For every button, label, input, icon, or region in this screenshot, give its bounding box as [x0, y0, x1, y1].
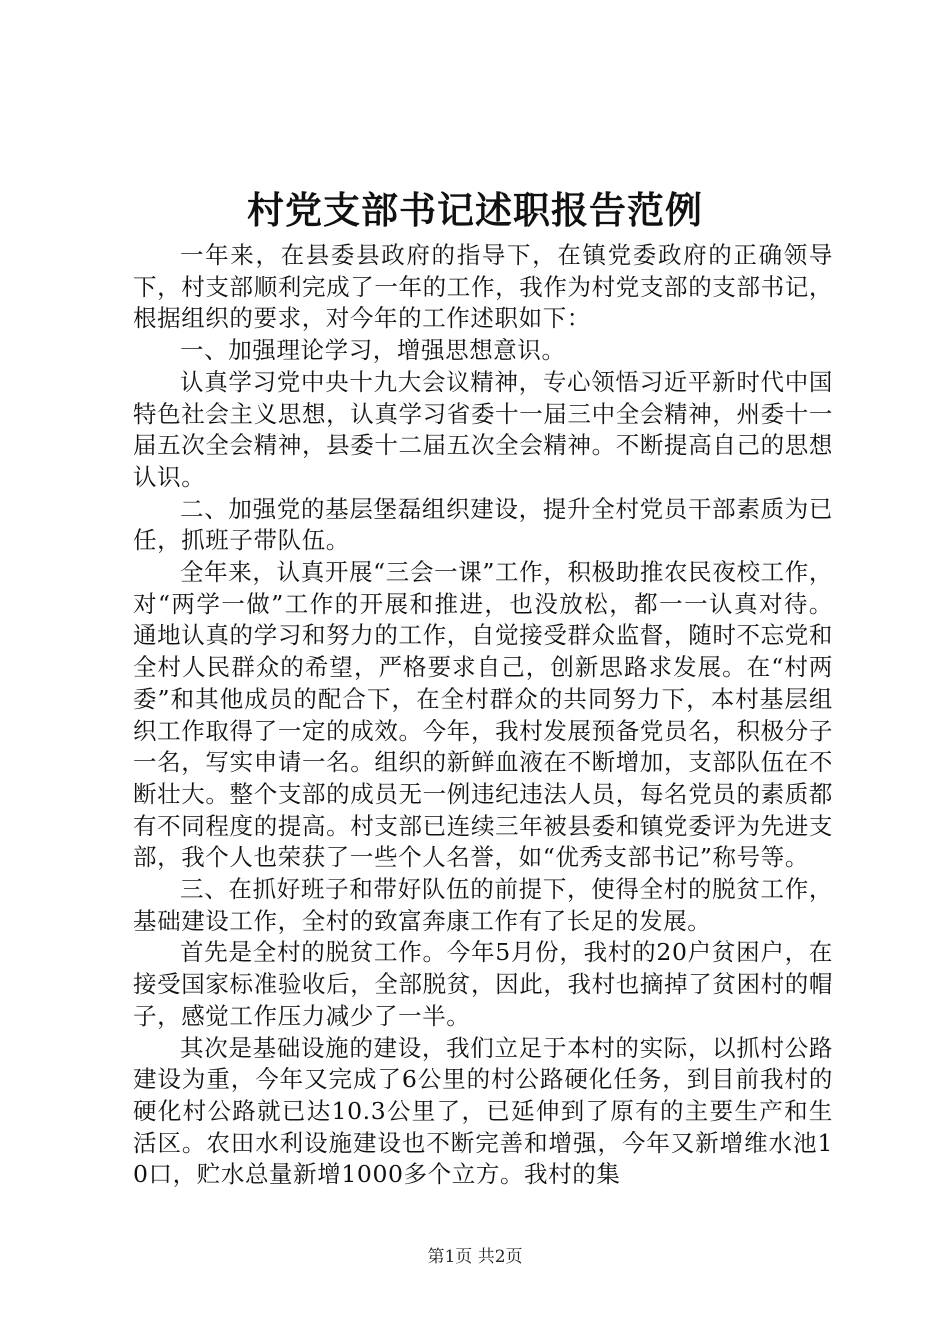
body-paragraph: 全年来，认真开展“三会一课”工作，积极助推农民夜校工作，对“两学一做”工作的开展和推进，也没放松，都一一认真对待。通地认真的学习和努力的工作，自觉接受群众监督，随时不忘党和全村人民群众的希望，严格要求自己，创新思路求发展。在“村两委”和其他成员的配合下，在全村群众的共同努力下，本村基层组织工作取得了一定的成效。今年，我村发展预备党员名，积极分子一名，写实申请一名。组织的新鲜血液在不断增加，支部队伍在不断壮大。整个支部的成员无一例违纪违法人员，每名党员的素质都有不同程度的提高。村支部已连续三年被县委和镇党委评为先进支部，我个人也荣获了一些个人名誉，如“优秀支部书记”称号等。	[133, 558, 833, 872]
body-paragraph: 认真学习党中央十九大会议精神，专心领悟习近平新时代中国特色社会主义思想，认真学习省委十一届三中全会精神，州委十一届五次全会精神，县委十二届五次全会精神。不断提高自己的思想认识。	[133, 367, 833, 491]
section-heading-1: 一、加强理论学习，增强思想意识。	[180, 336, 566, 365]
body-paragraph: 首先是全村的脱贫工作。今年5月份，我村的20户贫困户，在接受国家标准验收后，全部脱贫，因此，我村也摘掉了贫困村的帽子，感觉工作压力减少了一半。	[133, 938, 833, 1030]
page-number-footer: 第1页 共2页	[427, 1247, 523, 1267]
body-paragraph: 其次是基础设施的建设，我们立足于本村的实际，以抓村公路建设为重，今年又完成了6公里的村公路硬化任务，到目前我村的硬化村公路就已达10.3公里了，已延伸到了原有的主要生产和生活区。农田水利设施建设也不断完善和增强，今年又新增维水池10口，贮水总量新增1000多个立方。我村的集	[133, 1033, 833, 1189]
document-body	[133, 240, 833, 1191]
intro-paragraph: 一年来，在县委县政府的指导下，在镇党委政府的正确领导下，村支部顺利完成了一年的工作，我作为村党支部的支部书记，根据组织的要求，对今年的工作述职如下：	[133, 241, 833, 333]
section-heading-3: 三、在抓好班子和带好队伍的前提下，使得全村的脱贫工作，基础建设工作，全村的致富奔康工作有了长足的发展。	[133, 875, 833, 935]
document-title: 村党支部书记述职报告范例	[247, 188, 703, 232]
section-heading-2: 二、加强党的基层堡磊组织建设，提升全村党员干部素质为已任，抓班子带队伍。	[133, 494, 833, 555]
